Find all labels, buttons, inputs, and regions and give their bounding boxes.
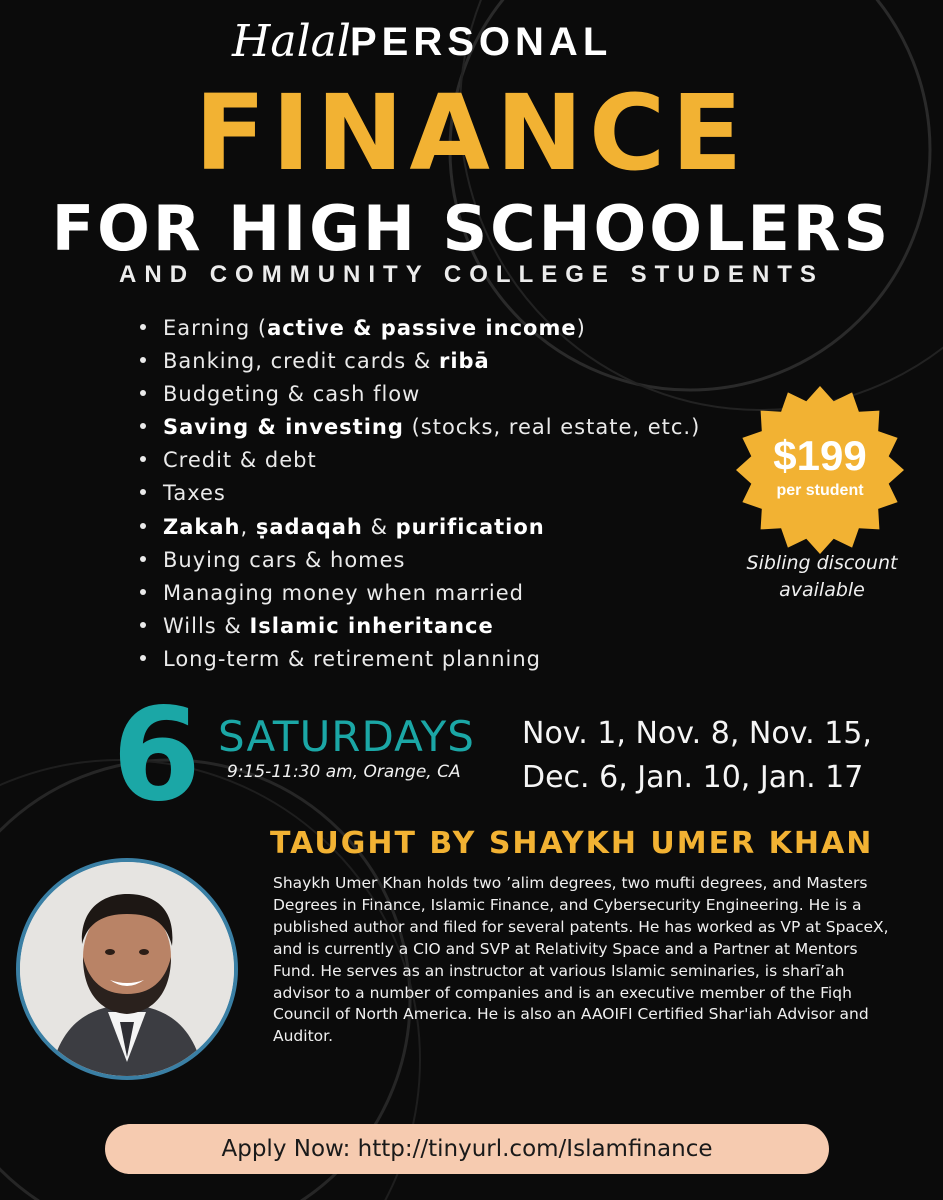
topic-item: Managing money when married [140, 577, 700, 610]
bullet-icon [140, 456, 146, 462]
topic-item: Saving & investing (stocks, real estate, etc.) [140, 411, 700, 444]
sibling-discount-note: Sibling discount available [746, 552, 898, 601]
bullet-icon [140, 357, 146, 363]
bullet-icon [140, 324, 146, 330]
bullet-icon [140, 489, 146, 495]
topic-item: Taxes [140, 477, 700, 510]
bullet-icon [140, 556, 146, 562]
bullet-icon [140, 655, 146, 661]
title-personal: PERSONAL [350, 20, 613, 64]
instructor-heading: TAUGHT BY SHAYKH UMER KHAN [270, 826, 874, 861]
topic-item: Banking, credit cards & ribā [140, 345, 700, 378]
dates-line-1: Nov. 1, Nov. 8, Nov. 15, [522, 716, 872, 751]
title-halal: Halal [232, 16, 351, 67]
dates-line-2: Dec. 6, Jan. 10, Jan. 17 [522, 760, 864, 795]
price: $199 [773, 432, 867, 479]
topic-list [140, 312, 700, 676]
portrait-illustration [20, 862, 234, 1076]
price-per-student: per student [776, 482, 864, 499]
session-dates [522, 712, 872, 800]
topic-item: Buying cars & homes [140, 544, 700, 577]
topic-item: Wills & Islamic inheritance [140, 610, 700, 643]
topic-item: Budgeting & cash flow [140, 378, 700, 411]
instructor-bio: Shaykh Umer Khan holds two ’alim degrees, two mufti degrees, and Masters Degrees in Finance, Islamic Finance, and Cybersecurity Engineering. He is a published author and filed for several patents. He has worked as VP at SpaceX, and is currently a CIO and SVP at Relativity Space and a Partner at Mentors Fund. He serves as an instructor at various Islamic seminaries, is sharī’ah advisor to a number of companies and is an executive member of the Fiqh Council of North America. He is also an AAOIFI Certified Shar'iah Advisor and Auditor. [273, 874, 889, 1046]
bullet-icon [140, 423, 146, 429]
topic-item: Credit & debt [140, 444, 700, 477]
bullet-icon [140, 523, 146, 529]
bullet-icon [140, 390, 146, 396]
apply-now-link[interactable]: Apply Now: http://tinyurl.com/Islamfinance [221, 1136, 713, 1162]
topic-item: Earning (active & passive income) [140, 312, 700, 345]
title-finance: FINANCE [194, 72, 749, 194]
session-time-location: 9:15-11:30 am, Orange, CA [227, 762, 461, 782]
topic-item: Zakah, ṣadaqah & purification [140, 511, 700, 544]
saturdays-label: SATURDAYS [218, 712, 475, 761]
subtitle-community-college: AND COMMUNITY COLLEGE STUDENTS [119, 261, 824, 288]
bullet-icon [140, 589, 146, 595]
bullet-icon [140, 622, 146, 628]
instructor-portrait [16, 858, 238, 1080]
title-for-high-schoolers: FOR HIGH SCHOOLERS [51, 192, 892, 265]
session-count: 6 [112, 681, 202, 830]
topic-item: Long-term & retirement planning [140, 643, 700, 676]
